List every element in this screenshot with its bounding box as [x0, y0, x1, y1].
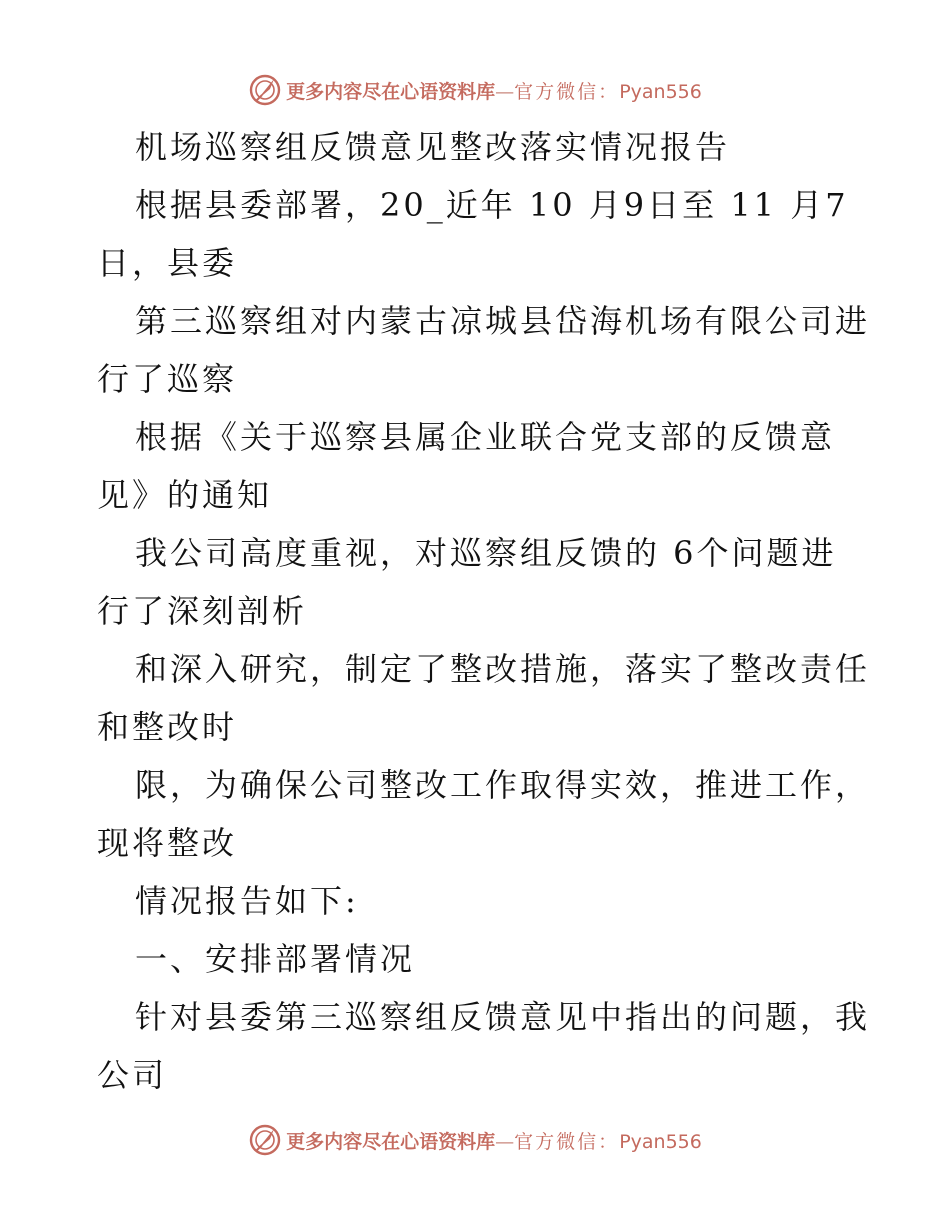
- doc-line: 机场巡察组反馈意见整改落实情况报告: [135, 128, 731, 166]
- doc-line: 针对县委第三巡察组反馈意见中指出的问题，我: [135, 998, 871, 1036]
- footer-site-text: 更多内容尽在心语资料库: [286, 1130, 496, 1153]
- doc-line: 情况报告如下:: [135, 882, 359, 920]
- footer-wechat-label: 官方微信：: [514, 1130, 620, 1153]
- header-text: [286, 77, 702, 104]
- doc-line: 行了深刻剖析: [97, 592, 308, 630]
- footer-banner: [0, 1120, 950, 1160]
- header-wechat-id: Pyan556: [619, 80, 702, 103]
- doc-line: 公司: [97, 1056, 168, 1094]
- doc-line: 第三巡察组对内蒙古凉城县岱海机场有限公司进: [135, 302, 871, 340]
- header-separator: —: [495, 80, 515, 103]
- quill-logo-icon: [248, 73, 282, 107]
- doc-line: 限，为确保公司整改工作取得实效，推进工作，: [135, 766, 871, 804]
- doc-line: 行了巡察: [97, 360, 238, 398]
- header-site-text: 更多内容尽在心语资料库: [286, 80, 496, 103]
- doc-line: 我公司高度重视，对巡察组反馈的 6个问题进: [135, 534, 837, 572]
- document-body: [97, 118, 871, 1104]
- doc-line: 和深入研究，制定了整改措施，落实了整改责任: [135, 650, 871, 688]
- quill-logo-icon: [248, 1123, 282, 1157]
- doc-line: 一、安排部署情况: [135, 940, 416, 978]
- footer-text: [286, 1127, 702, 1154]
- doc-line: 见》的通知: [97, 476, 273, 514]
- header-wechat-label: 官方微信：: [514, 80, 620, 103]
- doc-line: 现将整改: [97, 824, 238, 862]
- doc-line: 日，县委: [97, 244, 238, 282]
- footer-separator: —: [495, 1130, 515, 1153]
- doc-line: 根据《关于巡察县属企业联合党支部的反馈意: [135, 418, 836, 456]
- footer-wechat-id: Pyan556: [619, 1130, 702, 1153]
- doc-line: 根据县委部署，20_近年 10 月9日至 11 月7: [135, 186, 849, 224]
- doc-line: 和整改时: [97, 708, 238, 746]
- header-banner: [0, 70, 950, 110]
